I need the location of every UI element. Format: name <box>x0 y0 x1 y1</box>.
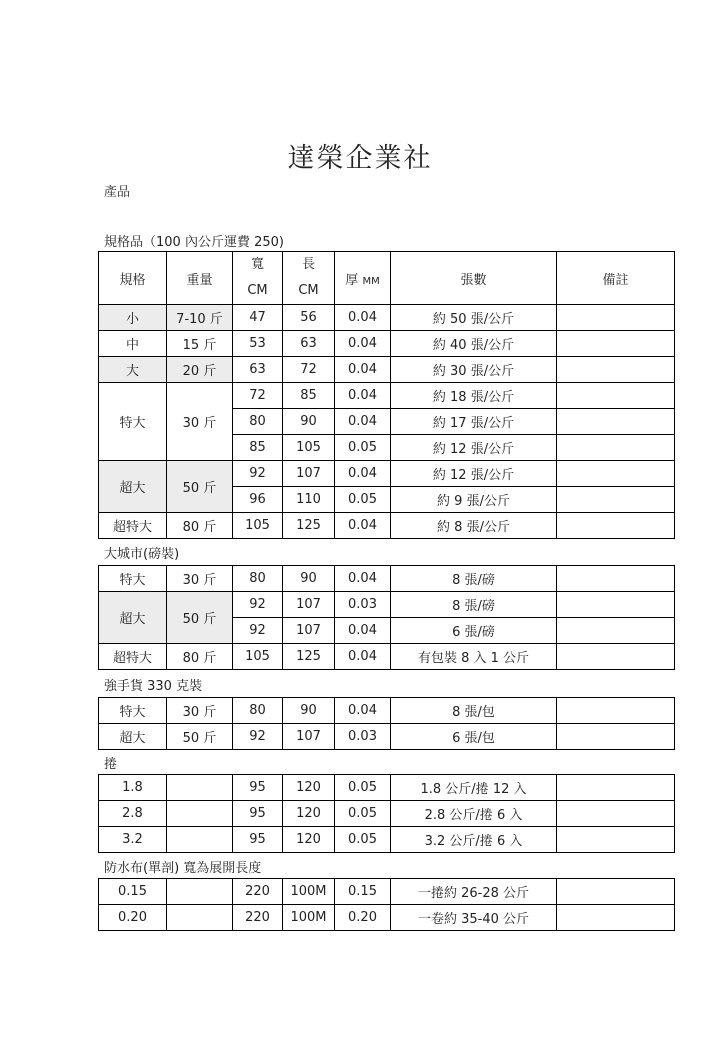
cell-sheets: 1.8 公斤/捲 12 入 <box>391 775 557 801</box>
cell-width: 105 <box>233 644 283 670</box>
cell-spec: 3.2 <box>99 827 167 853</box>
cell-thickness: 0.04 <box>335 461 391 487</box>
cell-thickness: 0.03 <box>335 724 391 750</box>
cell-weight: 50 斤 <box>167 592 233 644</box>
cell-sheets: 8 張/磅 <box>391 592 557 618</box>
table-row <box>99 879 675 905</box>
cell-length: 63 <box>283 331 335 357</box>
table-row <box>99 331 675 357</box>
cell-length: 107 <box>283 724 335 750</box>
cell-note <box>557 618 675 644</box>
cell-width: 95 <box>233 775 283 801</box>
header-thickness-unit: MM <box>362 275 380 287</box>
cell-weight <box>167 827 233 853</box>
cell-thickness: 0.04 <box>335 305 391 331</box>
header-width <box>233 252 283 305</box>
cell-length: 125 <box>283 644 335 670</box>
cell-sheets: 一捲約 26-28 公斤 <box>391 879 557 905</box>
cell-weight: 50 斤 <box>167 724 233 750</box>
cell-length: 100M <box>283 905 335 931</box>
cell-sheets: 約 8 張/公斤 <box>391 513 557 539</box>
header-length <box>283 252 335 305</box>
section-label-spec-products: 規格品（100 內公斤運費 250) <box>104 235 284 250</box>
header-spec: 規格 <box>99 252 167 305</box>
cell-length: 120 <box>283 775 335 801</box>
cell-thickness: 0.04 <box>335 331 391 357</box>
header-thickness <box>335 252 391 305</box>
cell-spec: 0.15 <box>99 879 167 905</box>
cell-length: 125 <box>283 513 335 539</box>
cell-length: 100M <box>283 879 335 905</box>
cell-sheets: 8 張/包 <box>391 698 557 724</box>
cell-width: 220 <box>233 905 283 931</box>
cell-spec: 超大 <box>99 592 167 644</box>
table-row <box>99 305 675 331</box>
header-thickness-label: 厚 <box>345 272 359 288</box>
cell-spec: 超特大 <box>99 513 167 539</box>
cell-sheets: 3.2 公斤/捲 6 入 <box>391 827 557 853</box>
table-header-row <box>99 252 675 305</box>
cell-spec: 特大 <box>99 566 167 592</box>
cell-spec: 中 <box>99 331 167 357</box>
cell-length: 56 <box>283 305 335 331</box>
cell-thickness: 0.04 <box>335 618 391 644</box>
cell-length: 90 <box>283 409 335 435</box>
cell-sheets: 2.8 公斤/捲 6 入 <box>391 801 557 827</box>
cell-sheets: 約 50 張/公斤 <box>391 305 557 331</box>
cell-note <box>557 357 675 383</box>
cell-thickness: 0.05 <box>335 487 391 513</box>
cell-spec: 大 <box>99 357 167 383</box>
cell-width: 105 <box>233 513 283 539</box>
product-label: 產品 <box>104 185 131 200</box>
header-width-label: 寬 <box>250 257 264 272</box>
cell-thickness: 0.04 <box>335 513 391 539</box>
cell-note <box>557 644 675 670</box>
cell-thickness: 0.04 <box>335 698 391 724</box>
cell-note <box>557 305 675 331</box>
section-label-city-pound: 大城市(磅裝) <box>104 547 180 562</box>
cell-width: 80 <box>233 566 283 592</box>
cell-sheets: 8 張/磅 <box>391 566 557 592</box>
cell-width: 85 <box>233 435 283 461</box>
table-row <box>99 357 675 383</box>
cell-weight: 20 斤 <box>167 357 233 383</box>
cell-length: 105 <box>283 435 335 461</box>
roll-table <box>98 774 675 853</box>
strong-330g-table <box>98 697 675 750</box>
cell-sheets: 6 張/磅 <box>391 618 557 644</box>
table-row <box>99 592 675 618</box>
cell-note <box>557 698 675 724</box>
cell-note <box>557 879 675 905</box>
cell-length: 107 <box>283 618 335 644</box>
cell-sheets: 約 17 張/公斤 <box>391 409 557 435</box>
cell-length: 110 <box>283 487 335 513</box>
cell-width: 92 <box>233 461 283 487</box>
cell-note <box>557 409 675 435</box>
company-title: 達榮企業社 <box>287 143 433 174</box>
cell-spec: 0.20 <box>99 905 167 931</box>
header-width-unit: CM <box>247 283 268 298</box>
cell-note <box>557 383 675 409</box>
cell-note <box>557 331 675 357</box>
cell-spec: 超大 <box>99 724 167 750</box>
table-row <box>99 827 675 853</box>
section-label-roll: 捲 <box>104 757 118 772</box>
cell-width: 92 <box>233 724 283 750</box>
cell-sheets: 一卷約 35-40 公斤 <box>391 905 557 931</box>
cell-spec: 特大 <box>99 698 167 724</box>
cell-note <box>557 827 675 853</box>
cell-weight: 80 斤 <box>167 644 233 670</box>
table-row <box>99 698 675 724</box>
city-pound-table <box>98 565 675 670</box>
cell-length: 90 <box>283 566 335 592</box>
cell-weight: 30 斤 <box>167 566 233 592</box>
cell-thickness: 0.15 <box>335 879 391 905</box>
cell-width: 80 <box>233 409 283 435</box>
cell-width: 95 <box>233 801 283 827</box>
cell-weight <box>167 801 233 827</box>
cell-sheets: 約 12 張/公斤 <box>391 435 557 461</box>
cell-thickness: 0.03 <box>335 592 391 618</box>
cell-thickness: 0.04 <box>335 566 391 592</box>
cell-spec: 2.8 <box>99 801 167 827</box>
cell-thickness: 0.05 <box>335 435 391 461</box>
cell-spec: 超特大 <box>99 644 167 670</box>
cell-sheets: 約 40 張/公斤 <box>391 331 557 357</box>
cell-weight: 7-10 斤 <box>167 305 233 331</box>
cell-thickness: 0.05 <box>335 801 391 827</box>
cell-length: 107 <box>283 592 335 618</box>
header-length-unit: CM <box>298 283 319 298</box>
cell-sheets: 有包裝 8 入 1 公斤 <box>391 644 557 670</box>
cell-sheets: 約 18 張/公斤 <box>391 383 557 409</box>
cell-spec: 特大 <box>99 383 167 461</box>
header-length-label: 長 <box>301 257 315 272</box>
table-row <box>99 905 675 931</box>
cell-weight <box>167 775 233 801</box>
cell-thickness: 0.20 <box>335 905 391 931</box>
table-row <box>99 775 675 801</box>
cell-width: 220 <box>233 879 283 905</box>
cell-length: 120 <box>283 827 335 853</box>
cell-sheets: 約 9 張/公斤 <box>391 487 557 513</box>
table-row <box>99 724 675 750</box>
header-note: 備註 <box>557 252 675 305</box>
cell-weight: 30 斤 <box>167 698 233 724</box>
cell-width: 95 <box>233 827 283 853</box>
cell-length: 107 <box>283 461 335 487</box>
cell-width: 72 <box>233 383 283 409</box>
cell-spec: 1.8 <box>99 775 167 801</box>
cell-weight: 15 斤 <box>167 331 233 357</box>
header-weight: 重量 <box>167 252 233 305</box>
section-label-waterproof: 防水布(單剖) 寬為展開長度 <box>104 861 262 876</box>
cell-note <box>557 592 675 618</box>
cell-thickness: 0.05 <box>335 775 391 801</box>
cell-thickness: 0.04 <box>335 644 391 670</box>
table-row <box>99 566 675 592</box>
header-sheets: 張數 <box>391 252 557 305</box>
cell-note <box>557 435 675 461</box>
cell-spec: 超大 <box>99 461 167 513</box>
cell-length: 72 <box>283 357 335 383</box>
cell-weight <box>167 879 233 905</box>
waterproof-table <box>98 878 675 931</box>
cell-note <box>557 461 675 487</box>
spec-products-table <box>98 251 675 539</box>
section-label-strong-330g: 強手貨 330 克裝 <box>104 679 203 694</box>
cell-width: 96 <box>233 487 283 513</box>
cell-thickness: 0.05 <box>335 827 391 853</box>
cell-length: 90 <box>283 698 335 724</box>
table-row <box>99 383 675 409</box>
table-row <box>99 513 675 539</box>
cell-width: 47 <box>233 305 283 331</box>
cell-sheets: 約 30 張/公斤 <box>391 357 557 383</box>
cell-width: 80 <box>233 698 283 724</box>
cell-thickness: 0.04 <box>335 383 391 409</box>
cell-width: 63 <box>233 357 283 383</box>
cell-weight: 80 斤 <box>167 513 233 539</box>
cell-note <box>557 513 675 539</box>
cell-note <box>557 724 675 750</box>
cell-note <box>557 487 675 513</box>
cell-weight: 30 斤 <box>167 383 233 461</box>
cell-thickness: 0.04 <box>335 409 391 435</box>
cell-width: 92 <box>233 592 283 618</box>
cell-length: 85 <box>283 383 335 409</box>
cell-note <box>557 775 675 801</box>
cell-note <box>557 801 675 827</box>
cell-spec: 小 <box>99 305 167 331</box>
cell-width: 53 <box>233 331 283 357</box>
table-row <box>99 644 675 670</box>
cell-width: 92 <box>233 618 283 644</box>
cell-note <box>557 905 675 931</box>
table-row <box>99 801 675 827</box>
cell-note <box>557 566 675 592</box>
cell-thickness: 0.04 <box>335 357 391 383</box>
table-row <box>99 461 675 487</box>
cell-sheets: 約 12 張/公斤 <box>391 461 557 487</box>
cell-sheets: 6 張/包 <box>391 724 557 750</box>
cell-weight <box>167 905 233 931</box>
cell-weight: 50 斤 <box>167 461 233 513</box>
cell-length: 120 <box>283 801 335 827</box>
